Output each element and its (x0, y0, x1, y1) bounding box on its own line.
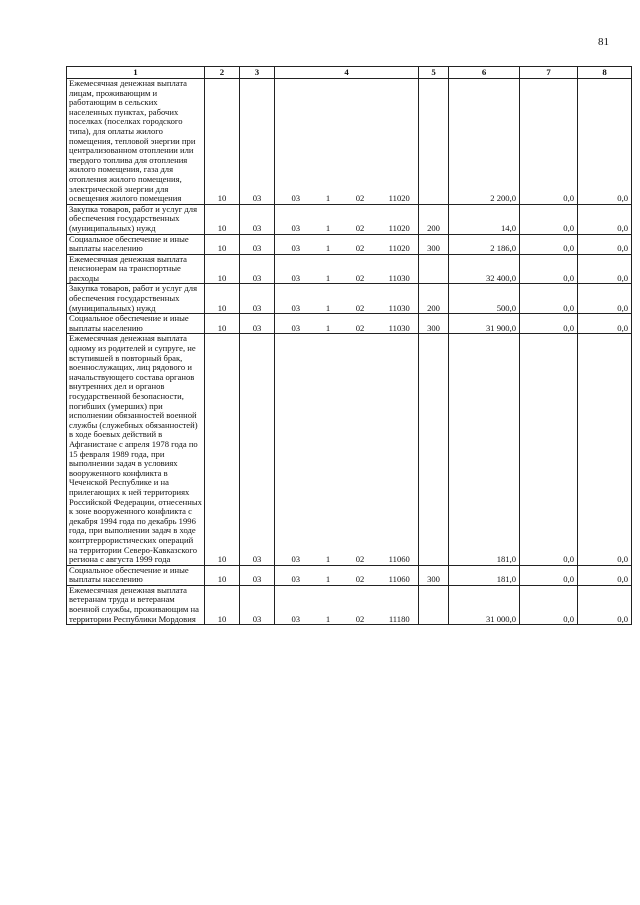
row-name-cell: Ежемесячная денежная выплата пенсионерам на транспортные расходы (67, 254, 205, 284)
row-col-4b-cell: 1 (317, 284, 340, 314)
row-name-cell: Ежемесячная денежная выплата лицам, проживающим и работающим в сельских населенных пунктах, рабочих поселках (поселках городского типа), для оплаты жилого помещения, тепловой энергии при централизованном отоплении или твердого топлива для отопления жилого помещения, газа для отопления жилого помещения, электрической энергии для освещения жилого помещения (67, 79, 205, 205)
row-col-7-cell: 0,0 (520, 565, 578, 585)
row-col-4c-cell: 02 (340, 234, 381, 254)
table-row (67, 284, 632, 314)
row-col-4b-cell: 1 (317, 254, 340, 284)
row-col-4a-cell: 03 (275, 234, 317, 254)
budget-table (66, 66, 632, 625)
row-col-2-cell: 10 (205, 314, 240, 334)
row-name-cell: Ежемесячная денежная выплата ветеранам труда и ветеранам военной службы, проживающим на территории Республики Мордовия (67, 585, 205, 624)
row-col-3-cell: 03 (240, 284, 275, 314)
row-col-5-cell: 300 (419, 565, 449, 585)
row-name-cell: Социальное обеспечение и иные выплаты населению (67, 234, 205, 254)
row-col-3-cell: 03 (240, 334, 275, 565)
row-col-6-cell: 31 900,0 (449, 314, 520, 334)
row-col-4d-cell: 11020 (381, 204, 419, 234)
row-col-4d-cell: 11030 (381, 284, 419, 314)
row-col-4d-cell: 11060 (381, 334, 419, 565)
row-col-8-cell: 0,0 (578, 234, 632, 254)
row-col-2-cell: 10 (205, 585, 240, 624)
row-col-7-cell: 0,0 (520, 204, 578, 234)
row-col-4a-cell: 03 (275, 284, 317, 314)
row-col-4c-cell: 02 (340, 204, 381, 234)
row-col-4c-cell: 02 (340, 314, 381, 334)
row-col-4a-cell: 03 (275, 314, 317, 334)
row-col-5-cell (419, 334, 449, 565)
row-col-7-cell: 0,0 (520, 314, 578, 334)
row-col-6-cell: 2 186,0 (449, 234, 520, 254)
table-row (67, 334, 632, 565)
table-row (67, 79, 632, 205)
row-col-8-cell: 0,0 (578, 284, 632, 314)
budget-table-container (66, 66, 631, 625)
table-row (67, 204, 632, 234)
row-col-4d-cell: 11020 (381, 79, 419, 205)
row-col-4b-cell: 1 (317, 585, 340, 624)
row-col-5-cell: 300 (419, 234, 449, 254)
row-col-6-cell: 31 000,0 (449, 585, 520, 624)
row-col-3-cell: 03 (240, 254, 275, 284)
row-col-4c-cell: 02 (340, 585, 381, 624)
table-row (67, 234, 632, 254)
row-name-cell: Социальное обеспечение и иные выплаты населению (67, 314, 205, 334)
row-col-4c-cell: 02 (340, 284, 381, 314)
row-col-6-cell: 14,0 (449, 204, 520, 234)
row-col-3-cell: 03 (240, 314, 275, 334)
header-col-3: 3 (240, 67, 275, 79)
row-col-5-cell: 300 (419, 314, 449, 334)
table-row (67, 254, 632, 284)
row-col-4a-cell: 03 (275, 79, 317, 205)
row-col-2-cell: 10 (205, 234, 240, 254)
row-col-4a-cell: 03 (275, 254, 317, 284)
row-col-4b-cell: 1 (317, 234, 340, 254)
row-col-4b-cell: 1 (317, 314, 340, 334)
row-col-8-cell: 0,0 (578, 314, 632, 334)
row-col-2-cell: 10 (205, 334, 240, 565)
row-col-8-cell: 0,0 (578, 565, 632, 585)
row-name-cell: Закупка товаров, работ и услуг для обеспечения государственных (муниципальных) нужд (67, 284, 205, 314)
row-col-3-cell: 03 (240, 204, 275, 234)
row-col-2-cell: 10 (205, 79, 240, 205)
row-col-2-cell: 10 (205, 204, 240, 234)
row-col-2-cell: 10 (205, 565, 240, 585)
header-col-7: 7 (520, 67, 578, 79)
row-col-5-cell (419, 254, 449, 284)
page-number: 81 (598, 36, 609, 48)
row-col-4c-cell: 02 (340, 254, 381, 284)
row-col-4c-cell: 02 (340, 334, 381, 565)
row-col-7-cell: 0,0 (520, 79, 578, 205)
row-col-3-cell: 03 (240, 234, 275, 254)
row-col-4d-cell: 11030 (381, 314, 419, 334)
row-col-6-cell: 181,0 (449, 334, 520, 565)
row-col-4b-cell: 1 (317, 334, 340, 565)
row-col-3-cell: 03 (240, 79, 275, 205)
table-body (67, 79, 632, 625)
row-col-7-cell: 0,0 (520, 234, 578, 254)
row-col-2-cell: 10 (205, 284, 240, 314)
row-col-3-cell: 03 (240, 565, 275, 585)
row-col-6-cell: 500,0 (449, 284, 520, 314)
row-col-5-cell (419, 79, 449, 205)
row-name-cell: Социальное обеспечение и иные выплаты населению (67, 565, 205, 585)
row-col-4c-cell: 02 (340, 565, 381, 585)
row-col-2-cell: 10 (205, 254, 240, 284)
row-col-4d-cell: 11060 (381, 565, 419, 585)
header-col-8: 8 (578, 67, 632, 79)
row-col-5-cell (419, 585, 449, 624)
row-col-4d-cell: 11030 (381, 254, 419, 284)
row-col-4a-cell: 03 (275, 585, 317, 624)
row-col-7-cell: 0,0 (520, 334, 578, 565)
row-col-8-cell: 0,0 (578, 585, 632, 624)
header-col-6: 6 (449, 67, 520, 79)
row-col-4d-cell: 11020 (381, 234, 419, 254)
row-col-8-cell: 0,0 (578, 334, 632, 565)
row-col-3-cell: 03 (240, 585, 275, 624)
row-col-4b-cell: 1 (317, 204, 340, 234)
row-col-8-cell: 0,0 (578, 79, 632, 205)
table-row (67, 565, 632, 585)
row-col-4c-cell: 02 (340, 79, 381, 205)
row-col-4a-cell: 03 (275, 334, 317, 565)
row-col-5-cell: 200 (419, 204, 449, 234)
table-row (67, 585, 632, 624)
row-col-4a-cell: 03 (275, 204, 317, 234)
header-col-4: 4 (275, 67, 419, 79)
row-col-7-cell: 0,0 (520, 254, 578, 284)
row-col-8-cell: 0,0 (578, 204, 632, 234)
row-col-5-cell: 200 (419, 284, 449, 314)
row-col-4b-cell: 1 (317, 79, 340, 205)
header-row (67, 67, 632, 79)
header-col-2: 2 (205, 67, 240, 79)
row-name-cell: Ежемесячная денежная выплата одному из родителей и супруге, не вступившей в повторный брак, военнослужащих, лиц рядового и начальствующего состава органов внутренних дел и органов государственной безопасности, погибших (умерших) при исполнении обязанностей военной службы (служебных обязанностей) в ходе боевых действий в Афганистане с апреля 1978 года по 15 февраля 1989 года, при выполнении задач в условиях вооруженного конфликта в Чеченской Республике и на прилегающих к ней территориях Российской Федерации, отнесенных к зоне вооруженного конфликта с декабря 1994 года по декабрь 1996 года, при выполнении задач в ходе контртеррористических операций на территории Северо-Кавказского региона с августа 1999 года (67, 334, 205, 565)
row-col-6-cell: 2 200,0 (449, 79, 520, 205)
row-name-cell: Закупка товаров, работ и услуг для обеспечения государственных (муниципальных) нужд (67, 204, 205, 234)
row-col-4b-cell: 1 (317, 565, 340, 585)
header-col-5: 5 (419, 67, 449, 79)
row-col-4a-cell: 03 (275, 565, 317, 585)
row-col-6-cell: 181,0 (449, 565, 520, 585)
row-col-7-cell: 0,0 (520, 284, 578, 314)
header-col-1: 1 (67, 67, 205, 79)
table-row (67, 314, 632, 334)
row-col-4d-cell: 11180 (381, 585, 419, 624)
row-col-7-cell: 0,0 (520, 585, 578, 624)
row-col-8-cell: 0,0 (578, 254, 632, 284)
row-col-6-cell: 32 400,0 (449, 254, 520, 284)
